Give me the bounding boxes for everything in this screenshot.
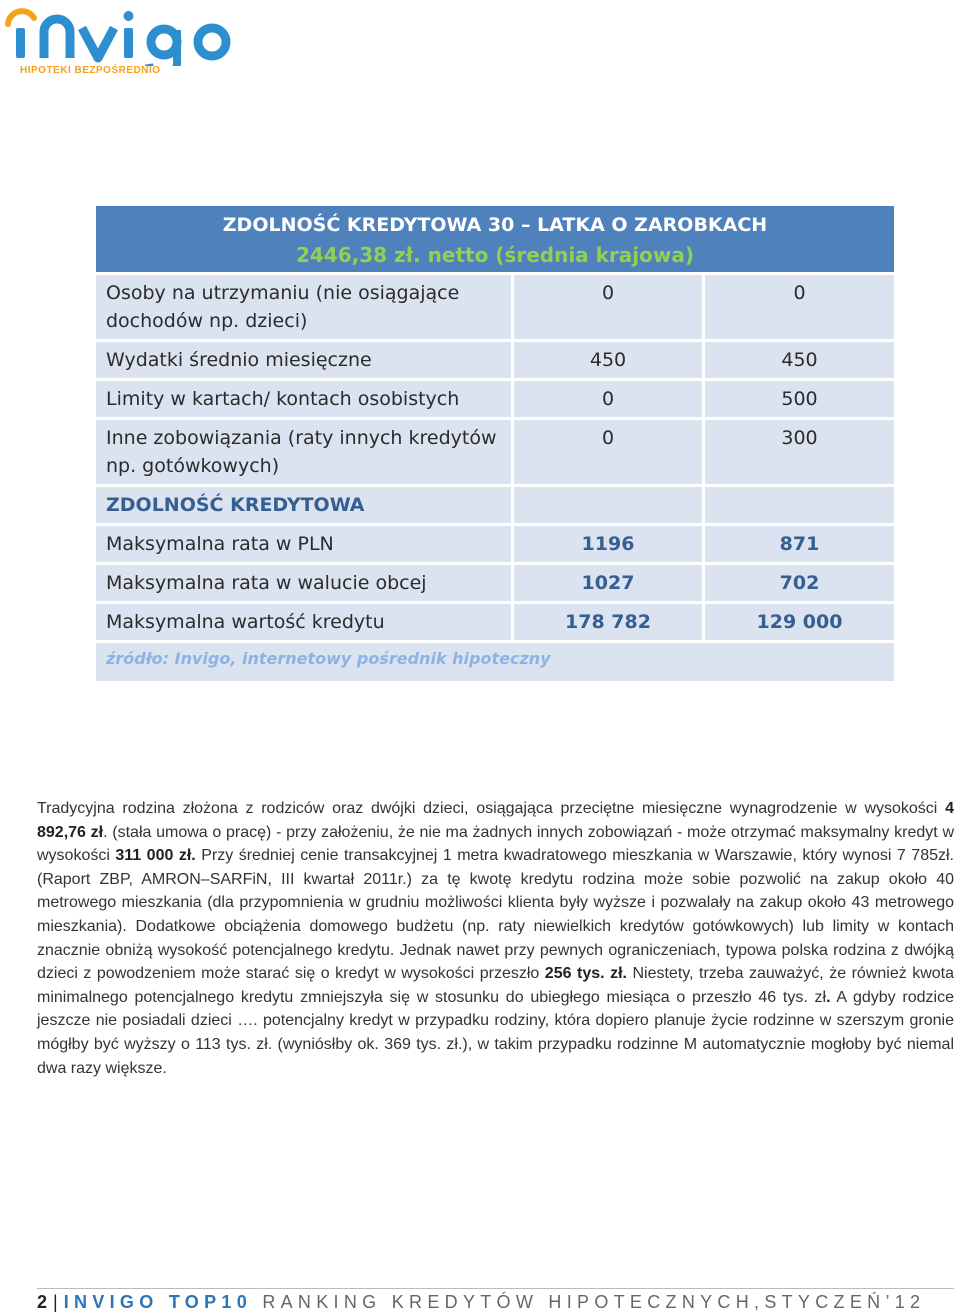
empty-cell <box>705 487 894 523</box>
row-label: Inne zobowiązania (raty innych kredytów np. gotówkowych) <box>96 420 511 484</box>
page-number: 2 <box>37 1292 48 1312</box>
text-segment: Przy średniej cenie transakcyjnej 1 metra kwadratowego mieszkania w Warszawie, który wynosi 7 785zł. (Raport ZBP, AMRON–SARFiN, III kwartał 2011r.) za tę kwotę kredytu rodzina może sobie pozwolić na zakup około 40 metrowego mieszkania (dla przypomnienia w grudniu możliwości klienta były wyższe i pozwalały na zakup około 43 metrowego mieszkania). Dodatkowe obciążenia domowego budżetu (np. raty niewielkich kredytów gotówkowych) lub limity w kontach znacznie obniżą wysokość potencjalnego kredytu. Jednak nawet przy pewnych ograniczeniach, typowa polska rodzina z dwójką dzieci z powodzeniem może starać się o kredyt w wysokości przeszło <box>37 847 954 983</box>
result-value-1: 1196 <box>514 526 702 562</box>
text-segment: Tradycyjna rodzina złożona z rodziców oraz dwójki dzieci, osiągająca przeciętne miesięczne wynagrodzenie w wysokości <box>37 800 946 817</box>
result-value-2: 129 000 <box>705 604 894 640</box>
row-value-2: 300 <box>705 420 894 484</box>
row-label: Wydatki średnio miesięczne <box>96 342 511 378</box>
result-label: Maksymalna wartość kredytu <box>96 604 511 640</box>
result-value-1: 178 782 <box>514 604 702 640</box>
table-header <box>96 206 894 272</box>
invigo-logo <box>4 2 274 82</box>
section-label: ZDOLNOŚĆ KREDYTOWA <box>96 487 511 523</box>
table-source-note: źródło: Invigo, internetowy pośrednik hipoteczny <box>96 643 894 681</box>
text-segment: Niestety, trzeba zauważyć, że również kwota minimalnego potencjalnego kredytu zmniejszyła się w stosunku do ubiegłego miesiąca o przeszło 46 tys. zł <box>37 965 955 1006</box>
result-label: Maksymalna rata w walucie obcej <box>96 565 511 601</box>
row-value-2: 0 <box>705 275 894 339</box>
table-row <box>96 275 894 339</box>
invigo-logo-mark <box>4 2 274 66</box>
result-value-1: 1027 <box>514 565 702 601</box>
text-segment: . (stała umowa o pracę) - przy założeniu, że nie ma żadnych innych zobowiązań - może otrzymać maksymalny kredyt w wysokości <box>37 823 954 865</box>
table-row <box>96 381 894 417</box>
footer-brand: INVIGO TOP10 <box>63 1292 253 1312</box>
result-value-2: 702 <box>705 565 894 601</box>
row-value-1: 0 <box>514 381 702 417</box>
table-result-row <box>96 526 894 562</box>
row-label: Osoby na utrzymaniu (nie osiągające dochodów np. dzieci) <box>96 275 511 339</box>
bold-amount: 4 892,76 zł <box>37 800 954 841</box>
footer-title: RANKING KREDYTÓW HIPOTECZNYCH,STYCZEŃ’12 <box>252 1292 926 1312</box>
row-value-1: 0 <box>514 420 702 484</box>
row-value-2: 450 <box>705 342 894 378</box>
body-paragraph <box>37 797 954 1080</box>
table-section-row <box>96 487 894 523</box>
row-value-1: 0 <box>514 275 702 339</box>
bold-amount: 311 000 zł. <box>115 847 196 865</box>
bold-amount: 256 tys. zł. <box>544 965 627 983</box>
empty-cell <box>514 487 702 523</box>
result-label: Maksymalna rata w PLN <box>96 526 511 562</box>
table-result-row <box>96 565 894 601</box>
table-title: ZDOLNOŚĆ KREDYTOWA 30 – LATKA O ZAROBKACH <box>222 214 768 236</box>
result-value-2: 871 <box>705 526 894 562</box>
credit-capacity-table <box>96 206 894 681</box>
page-footer <box>37 1288 954 1312</box>
logo-tagline: HIPOTEKI BEZPOŚREDNIO <box>20 65 161 76</box>
table-row <box>96 420 894 484</box>
table-row <box>96 342 894 378</box>
table-result-row <box>96 604 894 640</box>
footer-separator: | <box>53 1292 58 1312</box>
table-subtitle: 2446,38 zł. netto (średnia krajowa) <box>295 243 695 267</box>
row-value-1: 450 <box>514 342 702 378</box>
row-label: Limity w kartach/ kontach osobistych <box>96 381 511 417</box>
bold-dot: . <box>826 988 831 1006</box>
text-segment: A gdyby rodzice jeszcze nie posiadali dzieci …. potencjalny kredyt w przypadku rodziny, która dopiero planuje życie rodzinne w szerszym gronie mógłby być wyższy o 113 tys. zł. (wyniósłby ok. 369 tys. zł.), w takim przypadku rodzinne M automatycznie mogłoby być niemal dwa razy większe. <box>37 988 954 1077</box>
row-value-2: 500 <box>705 381 894 417</box>
